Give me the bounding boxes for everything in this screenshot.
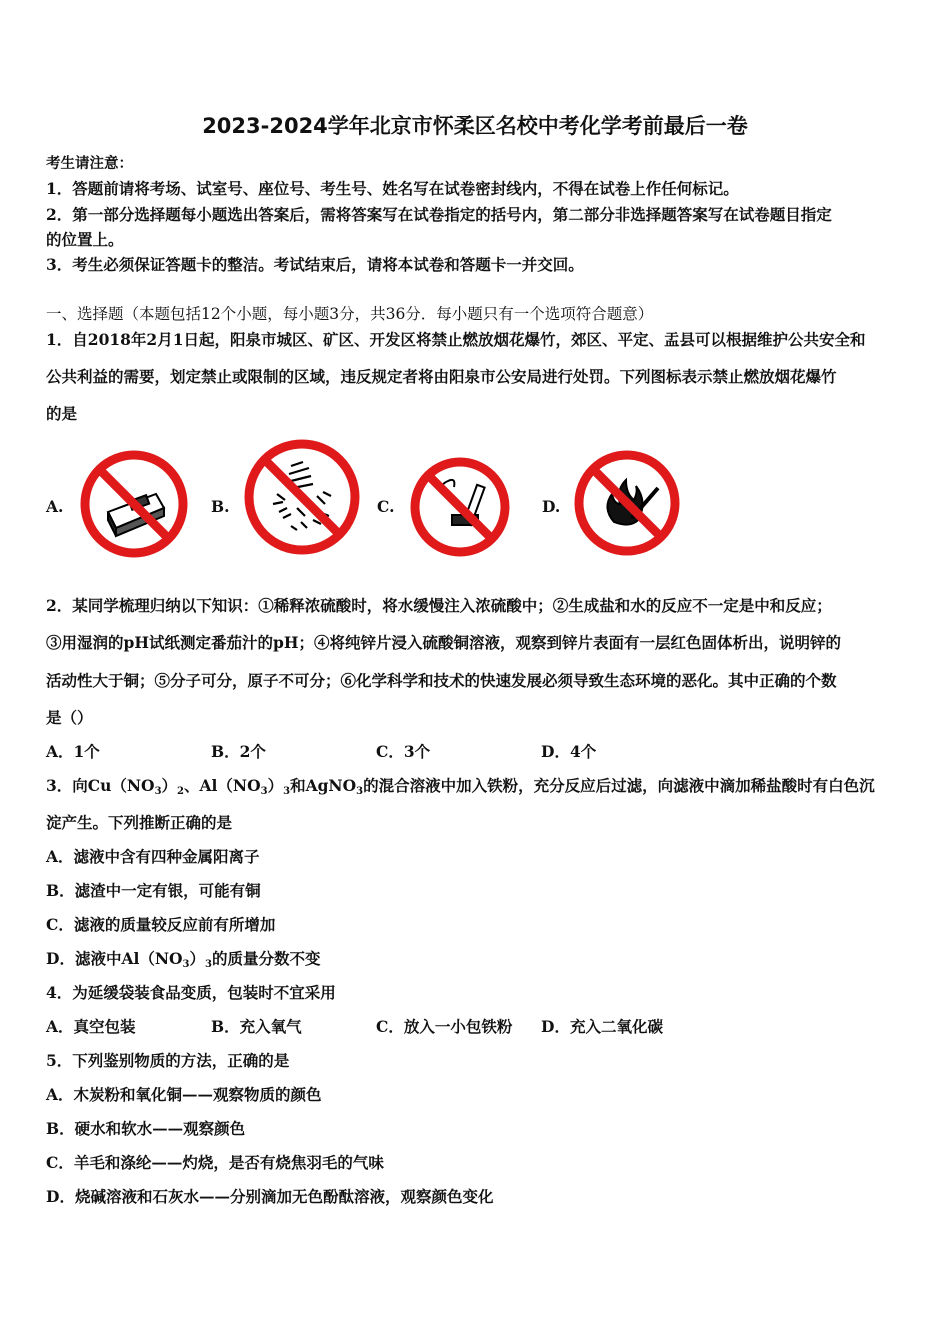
q3-text: ） xyxy=(189,949,206,968)
q3-option-c: C．滤液的质量较反应前有所增加 xyxy=(46,915,276,934)
notice-item: 2．第一部分选择题每小题选出答案后，需将答案写在试卷指定的括号内，第二部分非选择题答案写在试卷题目指定 xyxy=(46,205,832,224)
q3-text: ） xyxy=(267,776,284,795)
q2-stem-line: 是（） xyxy=(46,708,93,727)
notice-item: 3．考生必须保证答题卡的整洁。考试结束后，请将本试卷和答题卡一并交回。 xyxy=(46,255,584,274)
q2-option-c: C．3个 xyxy=(376,742,431,761)
q3-text: ） xyxy=(161,776,178,795)
q3-text: 的质量分数不变 xyxy=(211,949,321,968)
q4-stem: 4．为延缓袋装食品变质，包装时不宜采用 xyxy=(46,983,336,1002)
q3-text: 3．向Cu（NO xyxy=(46,776,155,795)
q2-options xyxy=(46,740,596,762)
q1-stem-line: 公共利益的需要，划定禁止或限制的区域，违反规定者将由阳泉市公安局进行处罚。下列图标表示禁止燃放烟花爆竹 xyxy=(46,367,837,386)
notice-heading: 考生请注意： xyxy=(46,155,133,172)
q3-stem-line xyxy=(46,774,875,797)
section-heading: 一、选择题（本题包括12个小题，每小题3分，共36分．每小题只有一个选项符合题意） xyxy=(46,305,654,323)
no-fireworks-icon xyxy=(243,438,361,556)
q3-sub: 3 xyxy=(154,786,162,797)
no-open-flame-icon xyxy=(572,448,682,558)
q5-option-a: A．木炭粉和氧化铜——观察物质的颜色 xyxy=(46,1085,322,1104)
no-smoking-icon xyxy=(408,455,512,559)
q4-option-d: D．充入二氧化碳 xyxy=(541,1017,663,1036)
q3-text: 和AgNO xyxy=(290,776,357,795)
q1-stem-line: 的是 xyxy=(46,404,78,423)
q3-sub: 3 xyxy=(205,959,212,970)
notice-item: 的位置上。 xyxy=(46,230,124,249)
q3-option-d xyxy=(46,947,321,970)
q3-option-a: A．滤液中含有四种金属阳离子 xyxy=(46,847,260,866)
q3-option-b: B．滤渣中一定有银，可能有铜 xyxy=(46,881,261,900)
q2-option-a: A．1个 xyxy=(46,742,100,761)
q3-text: 的混合溶液中加入铁粉，充分反应后过滤，向滤液中滴加稀盐酸时有白色沉 xyxy=(363,776,875,795)
q4-option-b: B．充入氧气 xyxy=(211,1017,302,1036)
q1-option-c-label: C. xyxy=(377,497,395,516)
q4-option-c: C．放入一小包铁粉 xyxy=(376,1017,513,1036)
notice-item: 1．答题前请将考场、试室号、座位号、考生号、姓名写在试卷密封线内，不得在试卷上作任何标记。 xyxy=(46,179,739,198)
q5-stem: 5．下列鉴别物质的方法，正确的是 xyxy=(46,1051,290,1070)
no-matches-icon xyxy=(78,448,190,560)
q3-stem-line: 淀产生。下列推断正确的是 xyxy=(46,813,233,832)
q2-option-b: B．2个 xyxy=(211,742,266,761)
q3-sub: 3 xyxy=(260,786,268,797)
q3-sub: 3 xyxy=(356,786,364,797)
q5-option-d: D．烧碱溶液和石灰水——分别滴加无色酚酞溶液，观察颜色变化 xyxy=(46,1187,494,1206)
q4-options xyxy=(46,1015,663,1037)
q3-sub: 3 xyxy=(283,786,291,797)
q5-option-c: C．羊毛和涤纶——灼烧，是否有烧焦羽毛的气味 xyxy=(46,1153,384,1172)
q4-option-a: A．真空包装 xyxy=(46,1017,136,1036)
q5-option-b: B．硬水和软水——观察颜色 xyxy=(46,1119,246,1138)
page-title: 2023-2024学年北京市怀柔区名校中考化学考前最后一卷 xyxy=(202,114,748,138)
q2-option-d: D．4个 xyxy=(541,742,597,761)
q3-sub: 2 xyxy=(177,786,185,797)
q2-stem-line: ③用湿润的pH试纸测定番茄汁的pH；④将纯锌片浸入硫酸铜溶液，观察到锌片表面有一层红色固体析出，说明锌的 xyxy=(46,633,841,652)
q3-sub: 3 xyxy=(182,959,190,970)
q1-stem-line: 1．自2018年2月1日起，阳泉市城区、矿区、开发区将禁止燃放烟花爆竹，郊区、平定、盂县可以根据维护公共安全和 xyxy=(46,330,866,349)
q2-stem-line: 活动性大于铜；⑤分子可分，原子不可分；⑥化学科学和技术的快速发展必须导致生态环境的恶化。其中正确的个数 xyxy=(46,671,837,690)
q1-option-d-label: D. xyxy=(542,497,561,516)
q1-option-b-label: B. xyxy=(211,497,230,516)
q3-text: 、Al（NO xyxy=(184,776,261,795)
q2-stem-line: 2．某同学梳理归纳以下知识：①稀释浓硫酸时，将水缓慢注入浓硫酸中；②生成盐和水的反应不一定是中和反应； xyxy=(46,596,832,615)
q1-option-a-label: A. xyxy=(46,497,64,516)
q3-text: D．滤液中Al（NO xyxy=(46,949,183,968)
